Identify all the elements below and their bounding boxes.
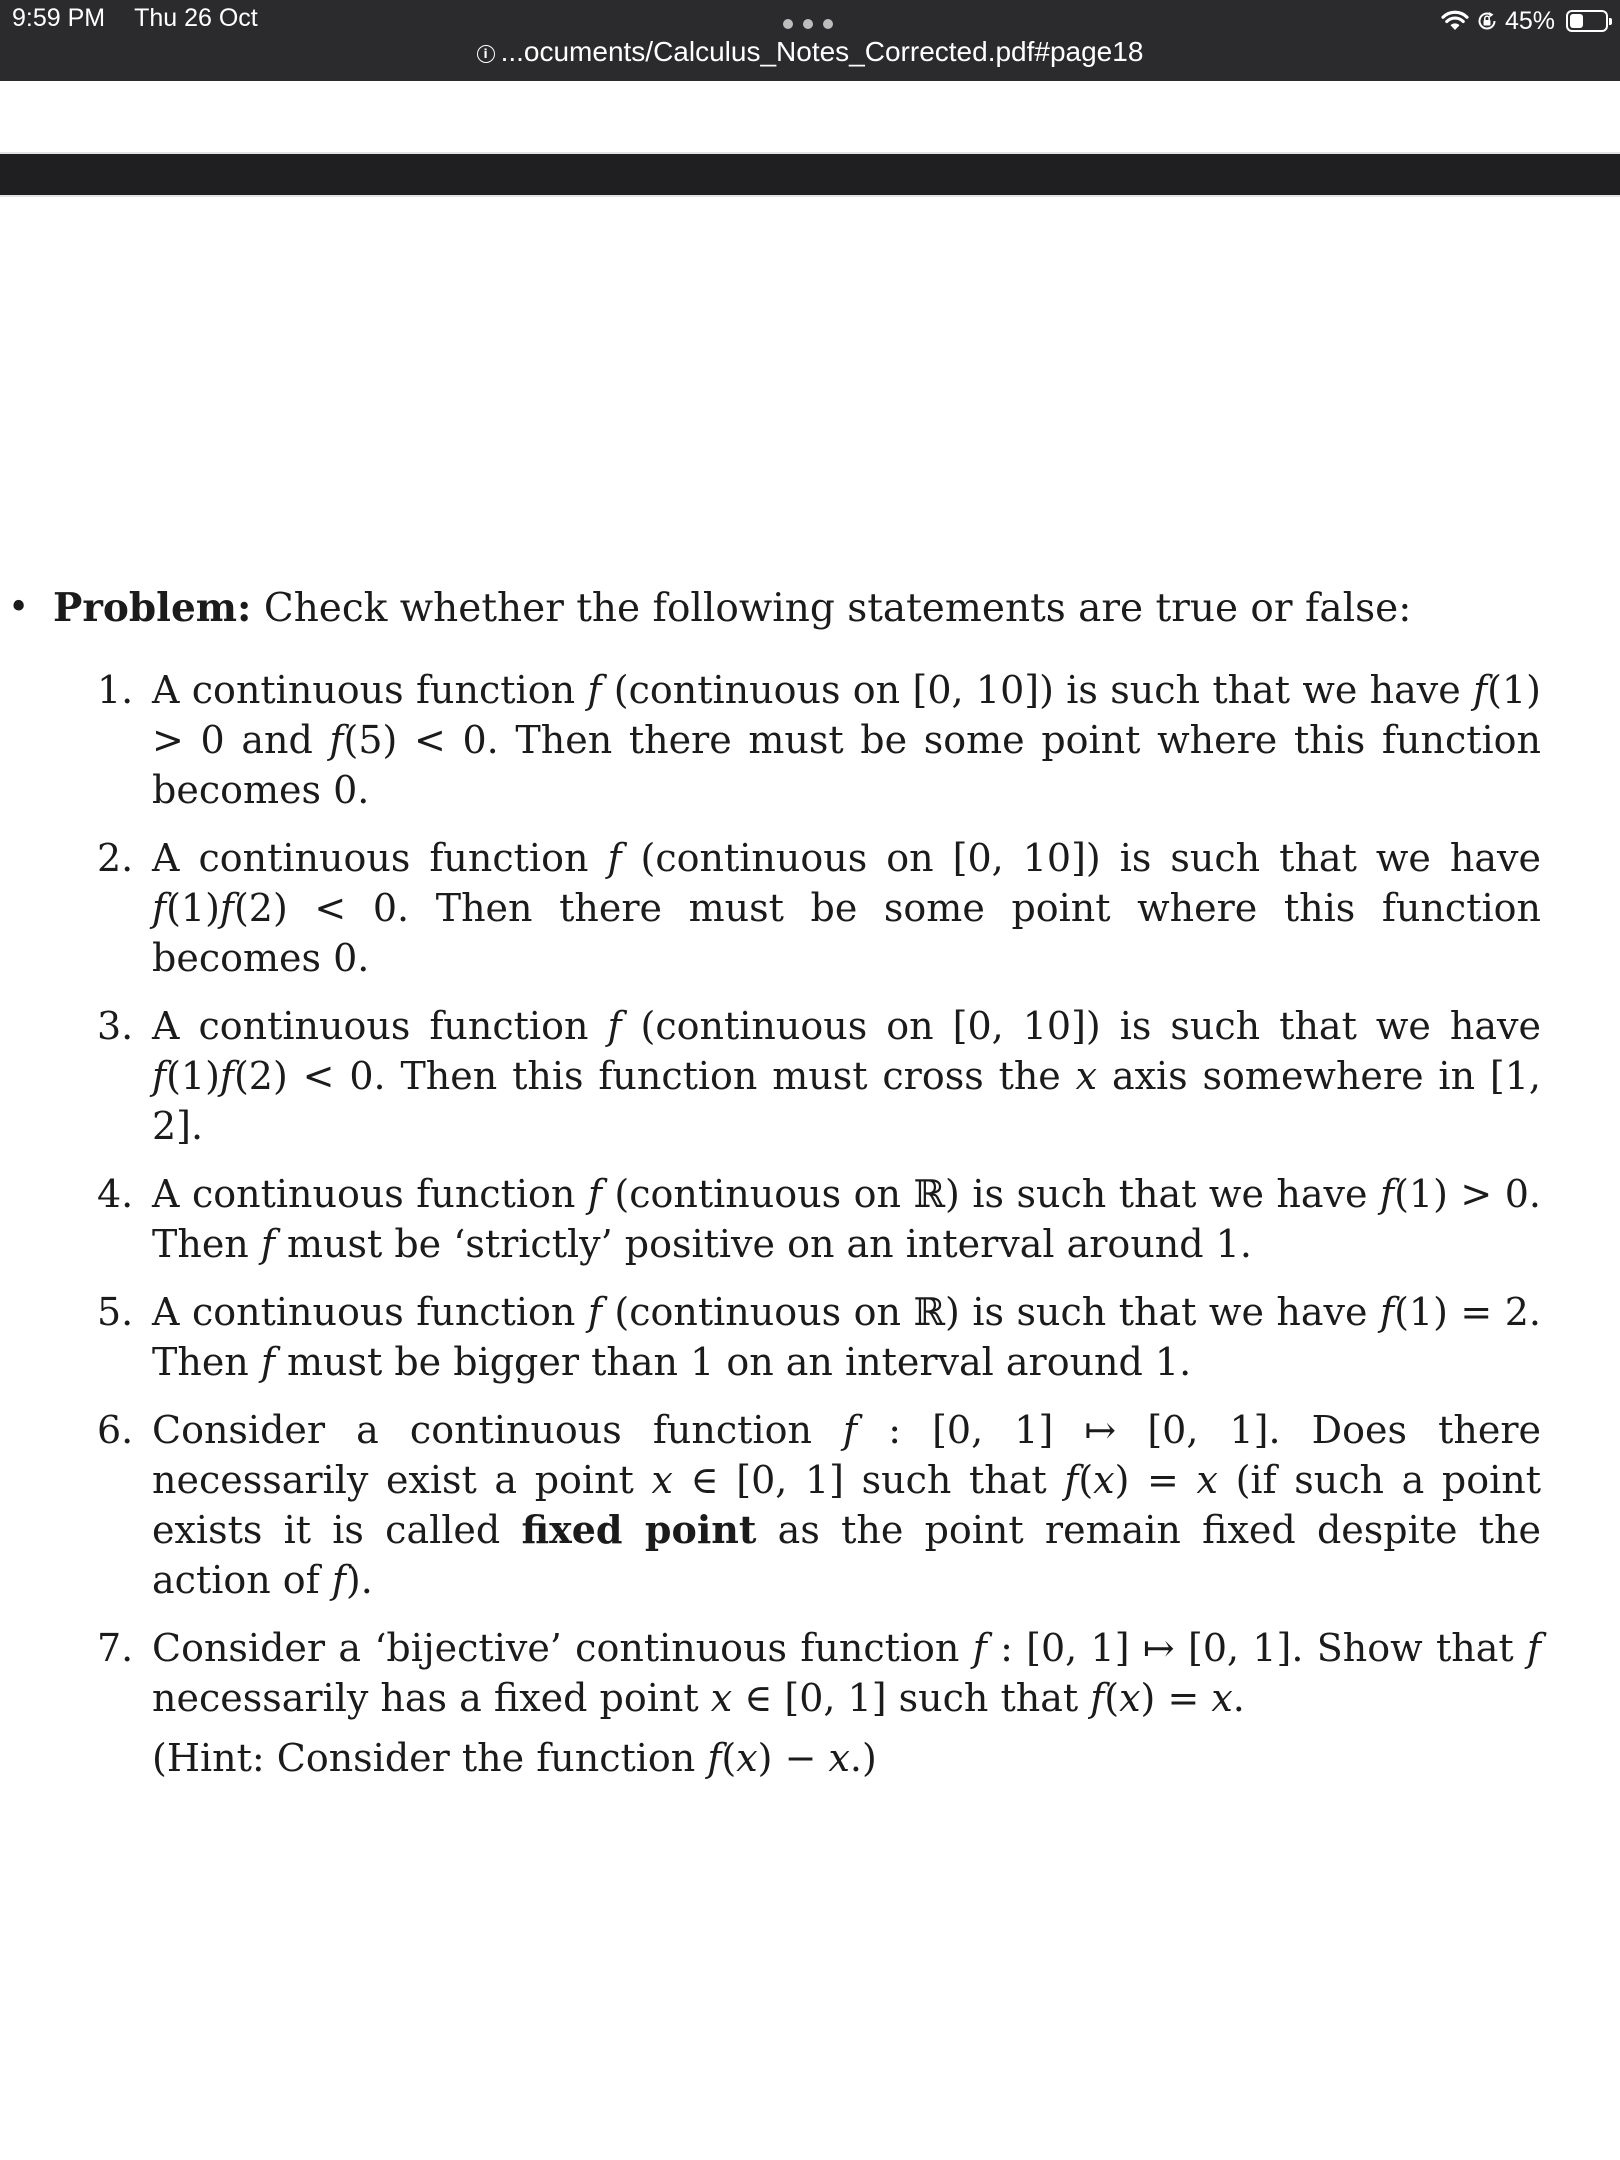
item-number: 4.	[97, 1172, 134, 1216]
browser-chrome	[0, 0, 1620, 81]
item-text: A continuous function 𝑓 (continuous on [0, 10]) is such that we have 𝑓(1)𝑓(2) < 0. Then there must be some point where this function becomes 0.	[152, 836, 1541, 980]
battery-icon	[1566, 10, 1608, 32]
item-text: Consider a ‘bijective’ continuous function 𝑓 : [0, 1] ↦ [0, 1]. Show that 𝑓 necessarily has a fixed point 𝑥 ∈ [0, 1] such that 𝑓(𝑥) = 𝑥.	[152, 1626, 1541, 1720]
item-number: 6.	[97, 1408, 134, 1452]
item-number: 7.	[97, 1626, 134, 1670]
item-text-continued: as the point remain fixed despite the action of 𝑓).	[152, 1508, 1541, 1602]
list-item	[91, 1169, 1541, 1269]
item-number: 5.	[97, 1290, 134, 1334]
item-hint: (Hint: Consider the function 𝑓(𝑥) − 𝑥.)	[152, 1736, 877, 1780]
item-number: 1.	[97, 668, 134, 712]
problem-text: Check whether the following statements are true or false:	[251, 586, 1412, 631]
item-text: A continuous function 𝑓 (continuous on [0, 10]) is such that we have 𝑓(1) > 0 and 𝑓(5) < 0. Then there must be some point where this function becomes 0.	[152, 668, 1541, 812]
item-number: 2.	[97, 836, 134, 880]
list-item	[91, 833, 1541, 983]
fixed-point-term: fixed point	[521, 1507, 757, 1552]
info-icon[interactable]: i	[477, 45, 495, 63]
list-item	[91, 1623, 1541, 1783]
problem-label: Problem:	[53, 585, 252, 631]
item-text: Consider a continuous function 𝑓 : [0, 1] ↦ [0, 1]. Does there necessarily exist a point 𝑥 ∈ [0, 1] such that 𝑓(𝑥) = 𝑥 (if such a point exists it is called	[152, 1408, 1541, 1552]
item-text: A continuous function 𝑓 (continuous on ℝ) is such that we have 𝑓(1) = 2. Then 𝑓 must be bigger than 1 on an interval around 1.	[152, 1290, 1541, 1384]
list-item	[91, 1287, 1541, 1387]
status-date: Thu 26 Oct	[134, 4, 258, 32]
item-number: 3.	[97, 1004, 134, 1048]
address-bar[interactable]	[0, 36, 1620, 68]
problem-heading	[53, 583, 1411, 634]
battery-percent: 45%	[1504, 6, 1555, 35]
url-text: ...ocuments/Calculus_Notes_Corrected.pdf#page18	[500, 36, 1144, 67]
wifi-icon	[1441, 10, 1469, 32]
battery-level-fill	[1570, 14, 1583, 28]
pdf-page	[0, 197, 1620, 2160]
bullet-marker: •	[8, 587, 30, 628]
status-bar-right	[1441, 4, 1608, 38]
item-text: A continuous function 𝑓 (continuous on ℝ) is such that we have 𝑓(1) > 0. Then 𝑓 must be ‘strictly’ positive on an interval around 1.	[152, 1172, 1541, 1266]
list-item	[91, 1001, 1541, 1151]
status-time: 9:59 PM	[12, 4, 106, 32]
orientation-lock-icon	[1476, 10, 1498, 32]
multitask-dots-icon[interactable]	[783, 19, 833, 31]
list-item	[91, 665, 1541, 815]
page-gap-band	[0, 154, 1620, 195]
statement-list	[91, 665, 1541, 1801]
item-text: A continuous function 𝑓 (continuous on [0, 10]) is such that we have 𝑓(1)𝑓(2) < 0. Then this function must cross the 𝑥 axis somewhere in [1, 2].	[152, 1004, 1541, 1148]
status-bar-left	[12, 4, 258, 33]
list-item	[91, 1405, 1541, 1605]
